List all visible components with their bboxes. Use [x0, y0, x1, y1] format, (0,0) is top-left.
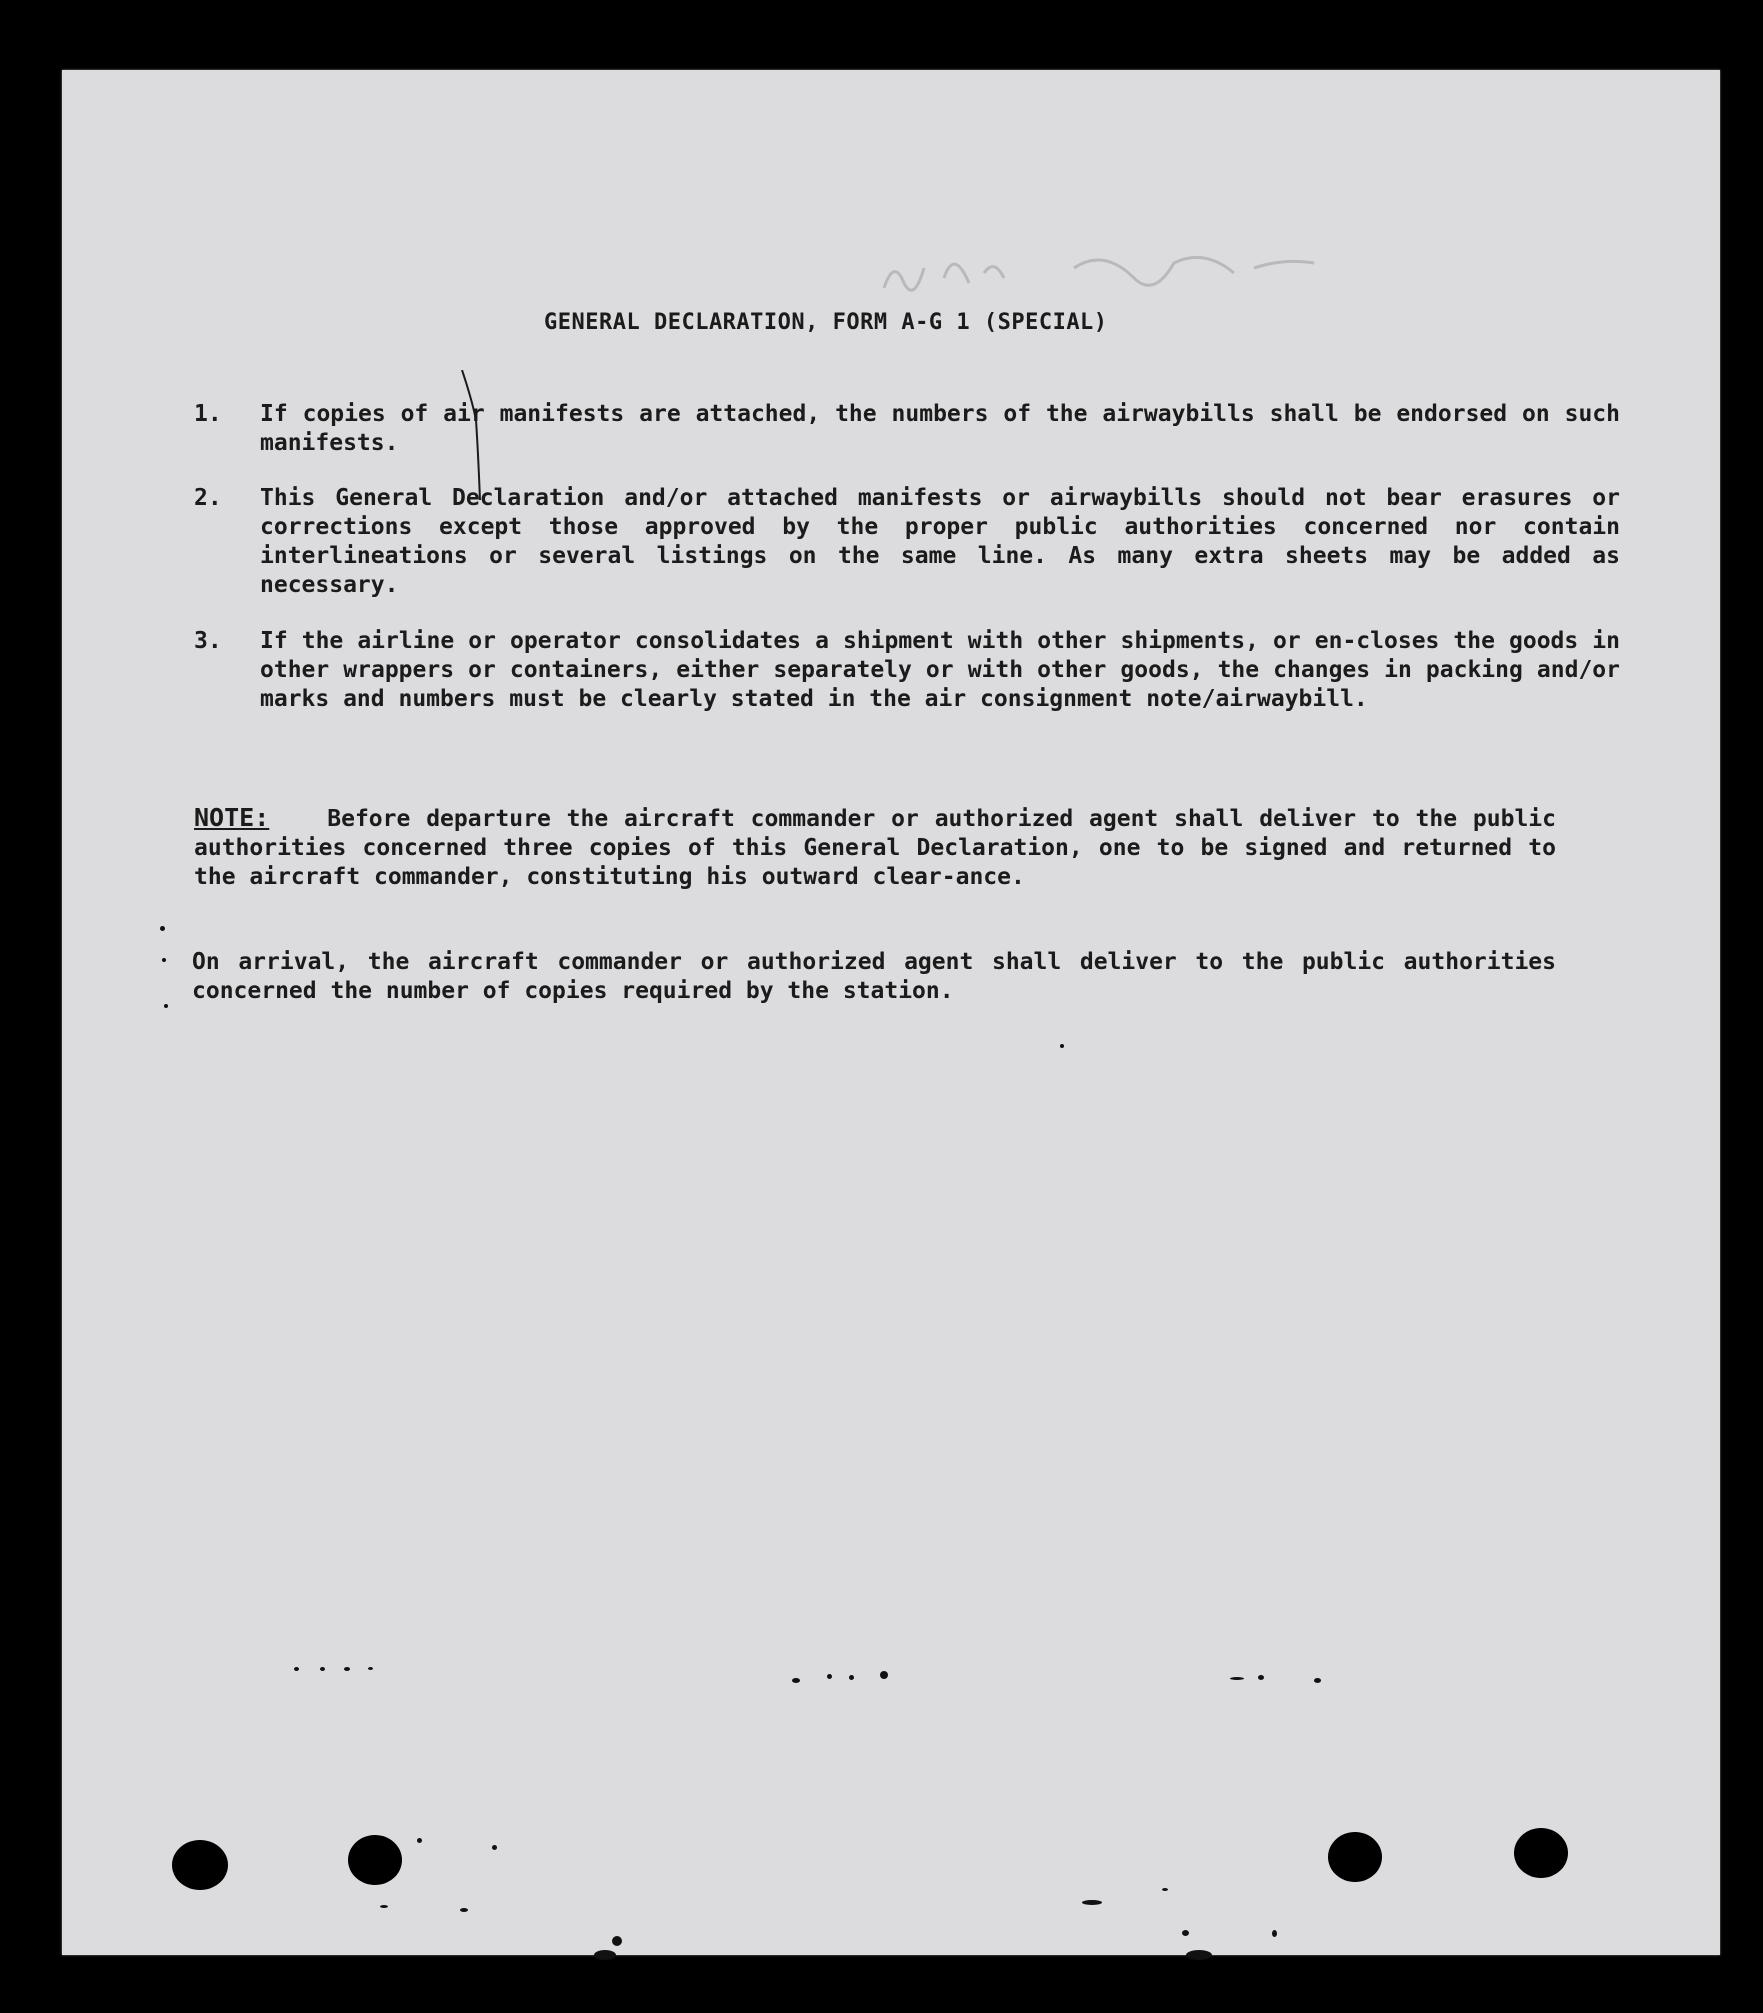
- note-text: Before departure the aircraft commander or authorized agent shall deliver to the public authorities concerned three copies of this General Declaration, one to be signed and returned to the aircraft commander, constituting his outward clear-ance.: [194, 806, 1556, 890]
- punch-hole: [1514, 1828, 1568, 1878]
- speck-mark: [320, 1667, 325, 1671]
- speck-mark: [1162, 1888, 1168, 1891]
- speck-mark: [160, 926, 165, 931]
- faint-handwriting-mark: [874, 228, 1334, 318]
- speck-mark: [880, 1671, 888, 1679]
- speck-mark: [368, 1667, 373, 1670]
- speck-mark: [164, 1004, 168, 1008]
- speck-mark: [849, 1675, 854, 1680]
- speck-mark: [1186, 1950, 1212, 1960]
- speck-mark: [1314, 1678, 1321, 1683]
- item-text: If the airline or operator consolidates a shipment with other shipments, or en-closes the goods in other wrappers or containers, either separately or with other goods, the changes in packing and/or marks and numbers must be clearly stated in the air consignment note/airwaybill.: [260, 628, 1620, 712]
- speck-mark: [612, 1936, 622, 1946]
- speck-mark: [417, 1838, 422, 1843]
- speck-mark: [1272, 1930, 1277, 1937]
- item-text: If copies of air manifests are attached, the numbers of the airwaybills shall be endorsed on such manifests.: [260, 401, 1620, 456]
- speck-mark: [1258, 1675, 1264, 1680]
- item-number: 3.: [194, 628, 222, 654]
- item-text: This General Declaration and/or attached manifests or airwaybills should not bear erasures or corrections except those approved by the proper public authorities concerned nor contain interlineations or several listings on the same line. As many extra sheets may be added as necessary.: [260, 485, 1620, 598]
- speck-mark: [792, 1678, 800, 1683]
- speck-mark: [294, 1667, 299, 1671]
- document-page: [62, 70, 1720, 1955]
- arrival-paragraph: On arrival, the aircraft commander or authorized agent shall deliver to the public authorities concerned the number of copies required by the station.: [192, 949, 1556, 1004]
- speck-mark: [492, 1845, 497, 1850]
- speck-mark: [460, 1908, 468, 1912]
- speck-mark: [380, 1905, 388, 1908]
- speck-mark: [1082, 1900, 1102, 1905]
- speck-mark: [1230, 1677, 1244, 1680]
- speck-mark: [827, 1674, 832, 1679]
- item-number: 2.: [194, 485, 222, 511]
- item-number: 1.: [194, 401, 222, 427]
- form-title: GENERAL DECLARATION, FORM A-G 1 (SPECIAL): [544, 310, 1108, 335]
- speck-mark: [1182, 1930, 1189, 1936]
- punch-hole: [348, 1835, 402, 1885]
- punch-hole: [1328, 1832, 1382, 1882]
- speck-mark: [162, 958, 166, 962]
- note-paragraph: [194, 803, 1556, 892]
- speck-mark: [344, 1667, 350, 1671]
- speck-mark: [594, 1950, 616, 1960]
- speck-mark: [1060, 1044, 1064, 1048]
- note-label: NOTE:: [194, 803, 270, 832]
- punch-hole: [172, 1840, 228, 1890]
